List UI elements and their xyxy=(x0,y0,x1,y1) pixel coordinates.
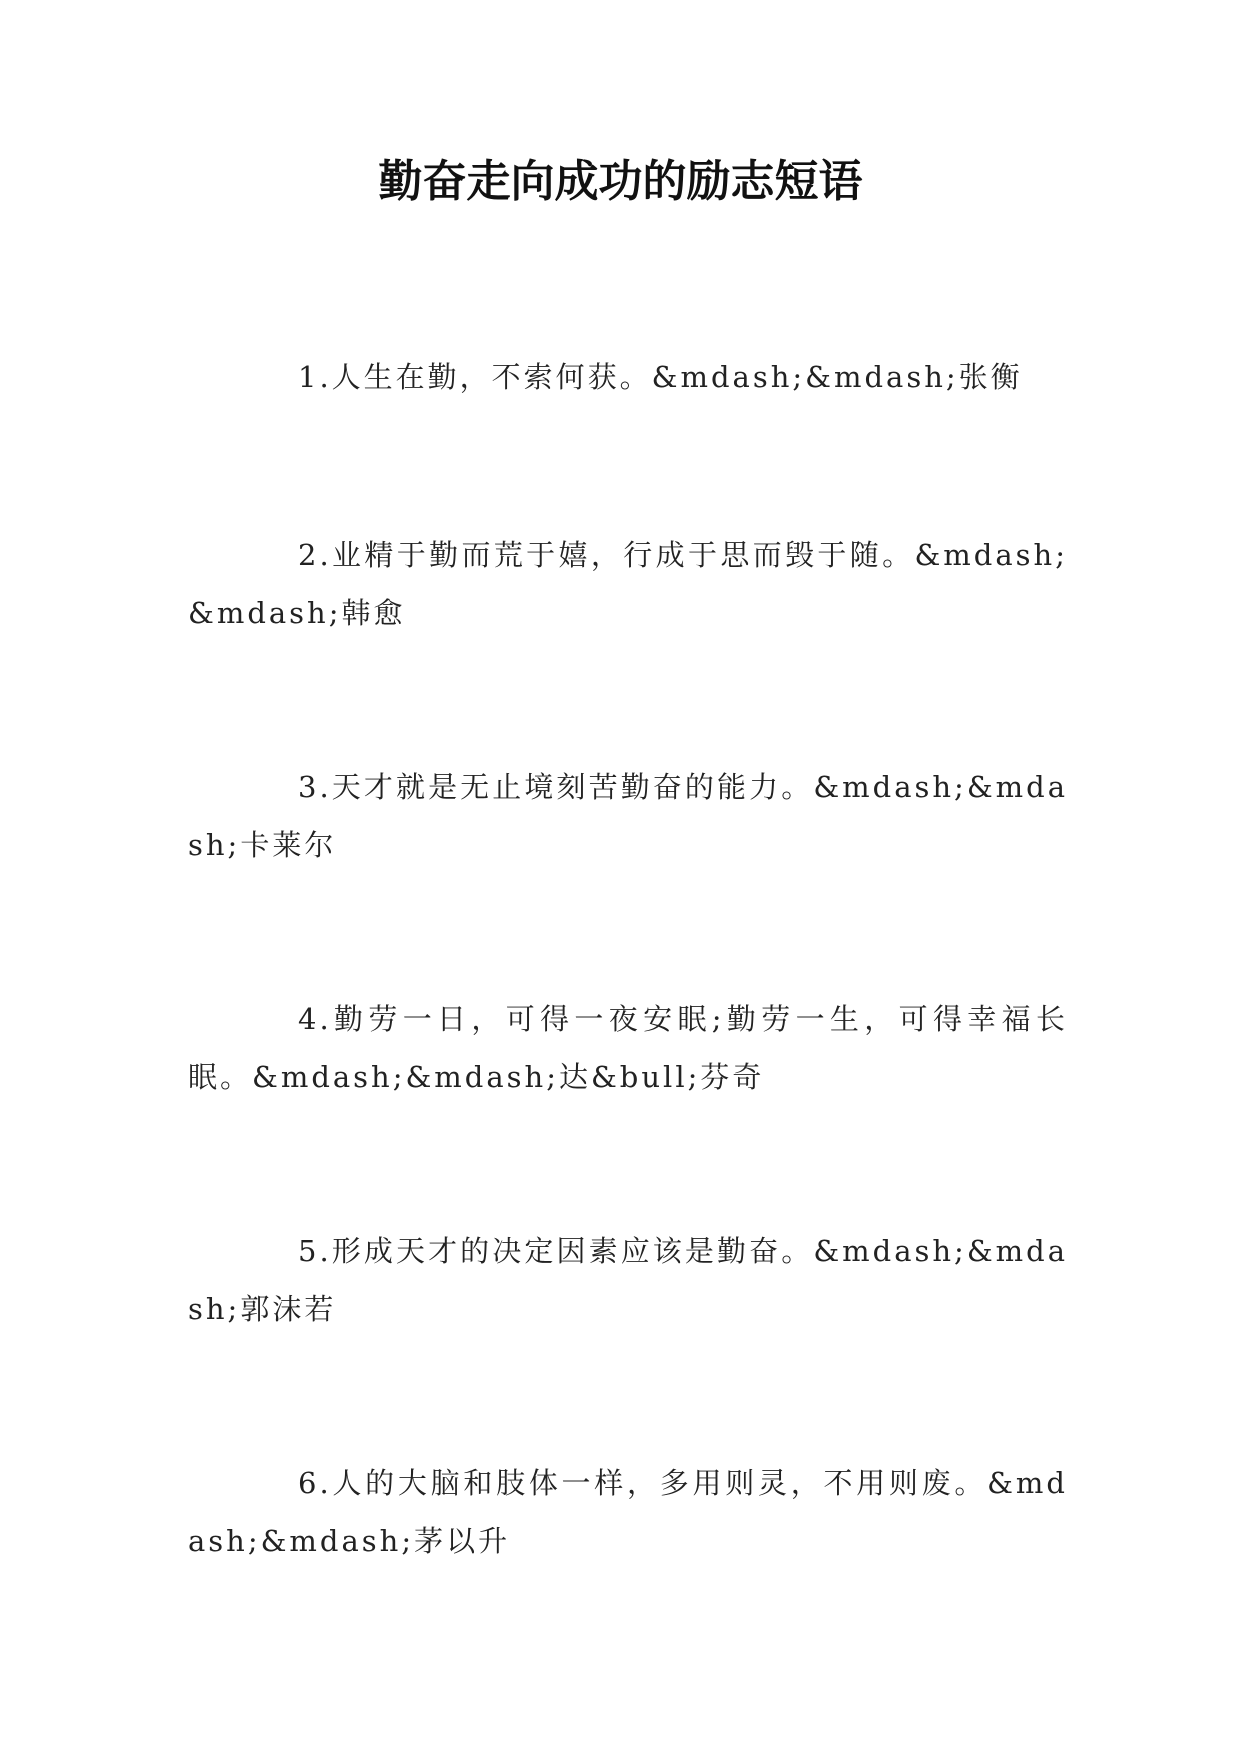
quote-item-5: 5.形成天才的决定因素应该是勤奋。&mdash;&mdash;郭沫若 xyxy=(188,1234,1068,1326)
quote-item-3: 3.天才就是无止境刻苦勤奋的能力。&mdash;&mdash;卡莱尔 xyxy=(188,770,1068,862)
document-title: 勤奋走向成功的励志短语 xyxy=(378,156,863,207)
quote-item-4: 4.勤劳一日，可得一夜安眠;勤劳一生，可得幸福长眠。&mdash;&mdash;达&bull;芬奇 xyxy=(188,1002,1068,1094)
quote-item-6: 6.人的大脑和肢体一样，多用则灵，不用则废。&mdash;&mdash;茅以升 xyxy=(188,1466,1068,1558)
quote-item-2: 2.业精于勤而荒于嬉，行成于思而毁于随。&mdash;&mdash;韩愈 xyxy=(188,538,1068,630)
quote-item-1: 1.人生在勤，不索何获。&mdash;&mdash;张衡 xyxy=(298,360,1023,394)
